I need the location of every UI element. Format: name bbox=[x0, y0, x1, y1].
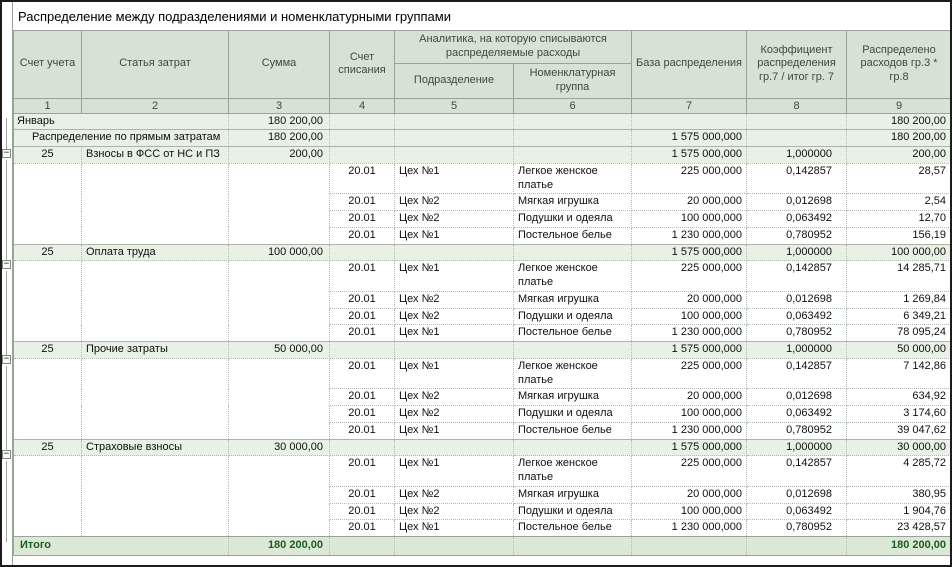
nomenclature-group: Подушки и одеяла bbox=[514, 406, 632, 423]
empty-cell bbox=[514, 439, 632, 456]
empty-cell bbox=[14, 227, 82, 244]
empty-cell bbox=[229, 486, 330, 503]
distribution-coefficient: 0,012698 bbox=[747, 291, 847, 308]
writeoff-account: 20.01 bbox=[330, 308, 395, 325]
cost-item: Прочие затраты bbox=[82, 342, 229, 359]
total-sum: 180 200,00 bbox=[229, 537, 330, 556]
empty-cell bbox=[82, 486, 229, 503]
nomenclature-group: Подушки и одеяла bbox=[514, 308, 632, 325]
department: Цех №1 bbox=[395, 261, 514, 292]
nomenclature-group: Постельное белье bbox=[514, 422, 632, 439]
column-number: 2 bbox=[82, 98, 229, 113]
empty-cell bbox=[14, 503, 82, 520]
distributed-amount: 380,95 bbox=[847, 486, 950, 503]
row-group bbox=[14, 147, 951, 164]
collapse-toggle-icon[interactable]: − bbox=[3, 449, 10, 459]
empty-cell bbox=[747, 130, 847, 147]
empty-cell bbox=[395, 537, 514, 556]
empty-cell bbox=[514, 130, 632, 147]
department: Цех №2 bbox=[395, 389, 514, 406]
empty-cell bbox=[82, 389, 229, 406]
empty-cell bbox=[395, 439, 514, 456]
empty-cell bbox=[229, 325, 330, 342]
row-detail bbox=[14, 486, 951, 503]
row-label: Январь bbox=[14, 113, 229, 130]
nomenclature-group: Легкое женское платье bbox=[514, 456, 632, 487]
distribution-base: 1 575 000,000 bbox=[632, 439, 747, 456]
empty-cell bbox=[229, 227, 330, 244]
empty-cell bbox=[330, 130, 395, 147]
account-code: 25 bbox=[14, 342, 82, 359]
row-detail bbox=[14, 227, 951, 244]
department: Цех №2 bbox=[395, 211, 514, 228]
empty-cell bbox=[229, 194, 330, 211]
col-header-distributed: Распределено расходов гр.3 * гр.8 bbox=[847, 31, 950, 99]
distributed-amount: 1 269,84 bbox=[847, 291, 950, 308]
row-detail bbox=[14, 358, 951, 389]
collapse-toggle-icon[interactable]: − bbox=[3, 354, 10, 364]
distribution-coefficient: 0,780952 bbox=[747, 422, 847, 439]
distributed-amount: 180 200,00 bbox=[847, 113, 950, 130]
empty-cell bbox=[514, 537, 632, 556]
nomenclature-group: Постельное белье bbox=[514, 227, 632, 244]
empty-cell bbox=[229, 291, 330, 308]
distributed-amount: 1 904,76 bbox=[847, 503, 950, 520]
empty-cell bbox=[82, 308, 229, 325]
department: Цех №1 bbox=[395, 422, 514, 439]
empty-cell bbox=[82, 503, 229, 520]
row-detail bbox=[14, 325, 951, 342]
empty-cell bbox=[82, 406, 229, 423]
sum-value: 30 000,00 bbox=[229, 439, 330, 456]
writeoff-account: 20.01 bbox=[330, 389, 395, 406]
column-number-row bbox=[14, 98, 951, 113]
department: Цех №2 bbox=[395, 503, 514, 520]
empty-cell bbox=[14, 325, 82, 342]
row-month bbox=[14, 113, 951, 130]
distributed-amount: 4 285,72 bbox=[847, 456, 950, 487]
empty-cell bbox=[229, 389, 330, 406]
distribution-coefficient: 1,000000 bbox=[747, 439, 847, 456]
empty-cell bbox=[514, 342, 632, 359]
column-number: 8 bbox=[747, 98, 847, 113]
distribution-base: 1 230 000,000 bbox=[632, 520, 747, 537]
empty-cell bbox=[229, 163, 330, 194]
department: Цех №1 bbox=[395, 227, 514, 244]
empty-cell bbox=[514, 244, 632, 261]
col-header-cost-item: Статья затрат bbox=[82, 31, 229, 99]
nomenclature-group: Постельное белье bbox=[514, 520, 632, 537]
department: Цех №2 bbox=[395, 194, 514, 211]
distributed-amount: 200,00 bbox=[847, 147, 950, 164]
tree-line bbox=[6, 160, 7, 260]
distribution-base: 225 000,000 bbox=[632, 261, 747, 292]
department: Цех №1 bbox=[395, 456, 514, 487]
empty-cell bbox=[14, 486, 82, 503]
empty-cell bbox=[82, 194, 229, 211]
department: Цех №2 bbox=[395, 308, 514, 325]
department: Цех №2 bbox=[395, 406, 514, 423]
empty-cell bbox=[229, 406, 330, 423]
column-number: 4 bbox=[330, 98, 395, 113]
distribution-coefficient: 0,780952 bbox=[747, 325, 847, 342]
distributed-amount: 50 000,00 bbox=[847, 342, 950, 359]
empty-cell bbox=[82, 325, 229, 342]
cost-item: Взносы в ФСС от НС и ПЗ bbox=[82, 147, 229, 164]
total-distributed: 180 200,00 bbox=[847, 537, 950, 556]
empty-cell bbox=[514, 113, 632, 130]
cost-item: Страховые взносы bbox=[82, 439, 229, 456]
empty-cell bbox=[747, 113, 847, 130]
distributed-amount: 156,19 bbox=[847, 227, 950, 244]
col-header-account: Счет учета bbox=[14, 31, 82, 99]
empty-cell bbox=[330, 537, 395, 556]
empty-cell bbox=[395, 113, 514, 130]
row-method bbox=[14, 130, 951, 147]
row-detail bbox=[14, 389, 951, 406]
writeoff-account: 20.01 bbox=[330, 456, 395, 487]
distributed-amount: 30 000,00 bbox=[847, 439, 950, 456]
col-header-department: Подразделение bbox=[395, 63, 514, 98]
row-detail bbox=[14, 456, 951, 487]
empty-cell bbox=[229, 503, 330, 520]
distributed-amount: 634,92 bbox=[847, 389, 950, 406]
row-group bbox=[14, 244, 951, 261]
empty-cell bbox=[395, 130, 514, 147]
collapse-toggle-icon[interactable]: − bbox=[3, 259, 10, 269]
report-content bbox=[13, 2, 950, 565]
empty-cell bbox=[632, 113, 747, 130]
col-header-writeoff-account: Счет списания bbox=[330, 31, 395, 99]
distribution-base: 225 000,000 bbox=[632, 163, 747, 194]
collapse-toggle-icon[interactable]: − bbox=[3, 148, 10, 158]
distributed-amount: 6 349,21 bbox=[847, 308, 950, 325]
row-detail bbox=[14, 308, 951, 325]
nomenclature-group: Постельное белье bbox=[514, 325, 632, 342]
empty-cell bbox=[14, 211, 82, 228]
row-detail bbox=[14, 163, 951, 194]
distributed-amount: 7 142,86 bbox=[847, 358, 950, 389]
distribution-coefficient: 0,012698 bbox=[747, 486, 847, 503]
distribution-base: 100 000,000 bbox=[632, 308, 747, 325]
distribution-coefficient: 0,012698 bbox=[747, 389, 847, 406]
column-number: 1 bbox=[14, 98, 82, 113]
department: Цех №1 bbox=[395, 325, 514, 342]
empty-cell bbox=[14, 194, 82, 211]
empty-cell bbox=[229, 358, 330, 389]
writeoff-account: 20.01 bbox=[330, 325, 395, 342]
writeoff-account: 20.01 bbox=[330, 486, 395, 503]
distribution-base: 225 000,000 bbox=[632, 456, 747, 487]
sum-value: 100 000,00 bbox=[229, 244, 330, 261]
distribution-coefficient: 1,000000 bbox=[747, 244, 847, 261]
empty-cell bbox=[14, 163, 82, 194]
distributed-amount: 78 095,24 bbox=[847, 325, 950, 342]
distribution-coefficient: 0,063492 bbox=[747, 406, 847, 423]
empty-cell bbox=[82, 227, 229, 244]
distributed-amount: 39 047,62 bbox=[847, 422, 950, 439]
col-header-analytics: Аналитика, на которую списываются распределяемые расходы bbox=[395, 31, 632, 64]
row-label: Распределение по прямым затратам bbox=[14, 130, 229, 147]
column-number: 5 bbox=[395, 98, 514, 113]
distribution-base: 20 000,000 bbox=[632, 389, 747, 406]
nomenclature-group: Легкое женское платье bbox=[514, 261, 632, 292]
col-header-distribution-base: База распределения bbox=[632, 31, 747, 99]
distribution-coefficient: 0,063492 bbox=[747, 503, 847, 520]
distribution-coefficient: 0,142857 bbox=[747, 358, 847, 389]
writeoff-account: 20.01 bbox=[330, 520, 395, 537]
row-detail bbox=[14, 211, 951, 228]
empty-cell bbox=[14, 520, 82, 537]
distributed-amount: 3 174,60 bbox=[847, 406, 950, 423]
empty-cell bbox=[330, 342, 395, 359]
empty-cell bbox=[330, 147, 395, 164]
tree-line bbox=[6, 118, 7, 149]
empty-cell bbox=[14, 291, 82, 308]
empty-cell bbox=[514, 147, 632, 164]
empty-cell bbox=[229, 308, 330, 325]
writeoff-account: 20.01 bbox=[330, 194, 395, 211]
sum-value: 180 200,00 bbox=[229, 113, 330, 130]
distributed-amount: 100 000,00 bbox=[847, 244, 950, 261]
nomenclature-group: Легкое женское платье bbox=[514, 358, 632, 389]
sum-value: 50 000,00 bbox=[229, 342, 330, 359]
tree-line bbox=[6, 461, 7, 542]
distribution-base: 1 575 000,000 bbox=[632, 342, 747, 359]
empty-cell bbox=[229, 211, 330, 228]
row-detail bbox=[14, 194, 951, 211]
empty-cell bbox=[14, 456, 82, 487]
empty-cell bbox=[330, 113, 395, 130]
sum-value: 180 200,00 bbox=[229, 130, 330, 147]
column-number: 9 bbox=[847, 98, 950, 113]
nomenclature-group: Мягкая игрушка bbox=[514, 291, 632, 308]
report-table bbox=[13, 30, 950, 556]
empty-cell bbox=[395, 244, 514, 261]
account-code: 25 bbox=[14, 147, 82, 164]
distribution-base: 20 000,000 bbox=[632, 486, 747, 503]
writeoff-account: 20.01 bbox=[330, 261, 395, 292]
empty-cell bbox=[14, 389, 82, 406]
department: Цех №1 bbox=[395, 358, 514, 389]
distributed-amount: 180 200,00 bbox=[847, 130, 950, 147]
distribution-base: 1 230 000,000 bbox=[632, 325, 747, 342]
distribution-base: 100 000,000 bbox=[632, 503, 747, 520]
col-header-coefficient: Коэффициент распределения гр.7 / итог гр. 7 bbox=[747, 31, 847, 99]
tree-line bbox=[6, 366, 7, 450]
nomenclature-group: Мягкая игрушка bbox=[514, 389, 632, 406]
row-group bbox=[14, 439, 951, 456]
distribution-base: 100 000,000 bbox=[632, 406, 747, 423]
empty-cell bbox=[82, 211, 229, 228]
empty-cell bbox=[229, 520, 330, 537]
distribution-base: 20 000,000 bbox=[632, 291, 747, 308]
empty-cell bbox=[229, 422, 330, 439]
row-detail bbox=[14, 261, 951, 292]
empty-cell bbox=[82, 261, 229, 292]
col-header-nomenclature-group: Номенклатурная группа bbox=[514, 63, 632, 98]
empty-cell bbox=[82, 422, 229, 439]
distribution-coefficient: 0,012698 bbox=[747, 194, 847, 211]
writeoff-account: 20.01 bbox=[330, 422, 395, 439]
row-detail bbox=[14, 503, 951, 520]
row-detail bbox=[14, 520, 951, 537]
distribution-base: 1 230 000,000 bbox=[632, 422, 747, 439]
account-code: 25 bbox=[14, 244, 82, 261]
department: Цех №2 bbox=[395, 291, 514, 308]
distribution-base: 1 575 000,000 bbox=[632, 244, 747, 261]
nomenclature-group: Мягкая игрушка bbox=[514, 486, 632, 503]
distribution-coefficient: 1,000000 bbox=[747, 342, 847, 359]
column-number: 7 bbox=[632, 98, 747, 113]
distribution-coefficient: 0,780952 bbox=[747, 227, 847, 244]
row-group bbox=[14, 342, 951, 359]
distributed-amount: 2,54 bbox=[847, 194, 950, 211]
empty-cell bbox=[82, 520, 229, 537]
empty-cell bbox=[330, 244, 395, 261]
row-total bbox=[14, 537, 951, 556]
empty-cell bbox=[14, 406, 82, 423]
total-label: Итого bbox=[14, 537, 229, 556]
empty-cell bbox=[82, 456, 229, 487]
distribution-base: 1 230 000,000 bbox=[632, 227, 747, 244]
distributed-amount: 23 428,57 bbox=[847, 520, 950, 537]
grouping-gutter bbox=[2, 2, 13, 565]
distribution-base: 100 000,000 bbox=[632, 211, 747, 228]
empty-cell bbox=[229, 456, 330, 487]
empty-cell bbox=[747, 537, 847, 556]
writeoff-account: 20.01 bbox=[330, 291, 395, 308]
distribution-coefficient: 0,780952 bbox=[747, 520, 847, 537]
writeoff-account: 20.01 bbox=[330, 227, 395, 244]
empty-cell bbox=[14, 422, 82, 439]
distribution-base: 1 575 000,000 bbox=[632, 147, 747, 164]
distribution-coefficient: 0,142857 bbox=[747, 261, 847, 292]
empty-cell bbox=[82, 358, 229, 389]
nomenclature-group: Подушки и одеяла bbox=[514, 211, 632, 228]
nomenclature-group: Легкое женское платье bbox=[514, 163, 632, 194]
account-code: 25 bbox=[14, 439, 82, 456]
row-detail bbox=[14, 291, 951, 308]
report-rows bbox=[14, 113, 951, 556]
sum-value: 200,00 bbox=[229, 147, 330, 164]
empty-cell bbox=[229, 261, 330, 292]
distribution-base: 1 575 000,000 bbox=[632, 130, 747, 147]
writeoff-account: 20.01 bbox=[330, 163, 395, 194]
writeoff-account: 20.01 bbox=[330, 503, 395, 520]
empty-cell bbox=[395, 342, 514, 359]
department: Цех №1 bbox=[395, 163, 514, 194]
empty-cell bbox=[330, 439, 395, 456]
nomenclature-group: Подушки и одеяла bbox=[514, 503, 632, 520]
writeoff-account: 20.01 bbox=[330, 358, 395, 389]
distribution-coefficient: 0,063492 bbox=[747, 308, 847, 325]
empty-cell bbox=[14, 261, 82, 292]
distributed-amount: 14 285,71 bbox=[847, 261, 950, 292]
empty-cell bbox=[14, 358, 82, 389]
report-title: Распределение между подразделениями и номенклатурными группами bbox=[13, 2, 950, 30]
distribution-coefficient: 0,142857 bbox=[747, 456, 847, 487]
distribution-base: 20 000,000 bbox=[632, 194, 747, 211]
department: Цех №2 bbox=[395, 486, 514, 503]
empty-cell bbox=[632, 537, 747, 556]
distribution-base: 225 000,000 bbox=[632, 358, 747, 389]
col-header-sum: Сумма bbox=[229, 31, 330, 99]
column-number: 6 bbox=[514, 98, 632, 113]
tree-line bbox=[6, 271, 7, 355]
empty-cell bbox=[82, 163, 229, 194]
writeoff-account: 20.01 bbox=[330, 211, 395, 228]
distributed-amount: 12,70 bbox=[847, 211, 950, 228]
cost-item: Оплата труда bbox=[82, 244, 229, 261]
row-detail bbox=[14, 422, 951, 439]
empty-cell bbox=[82, 291, 229, 308]
empty-cell bbox=[395, 147, 514, 164]
row-detail bbox=[14, 406, 951, 423]
writeoff-account: 20.01 bbox=[330, 406, 395, 423]
distributed-amount: 28,57 bbox=[847, 163, 950, 194]
department: Цех №1 bbox=[395, 520, 514, 537]
distribution-coefficient: 0,063492 bbox=[747, 211, 847, 228]
column-number: 3 bbox=[229, 98, 330, 113]
empty-cell bbox=[14, 308, 82, 325]
nomenclature-group: Мягкая игрушка bbox=[514, 194, 632, 211]
distribution-coefficient: 1,000000 bbox=[747, 147, 847, 164]
distribution-coefficient: 0,142857 bbox=[747, 163, 847, 194]
